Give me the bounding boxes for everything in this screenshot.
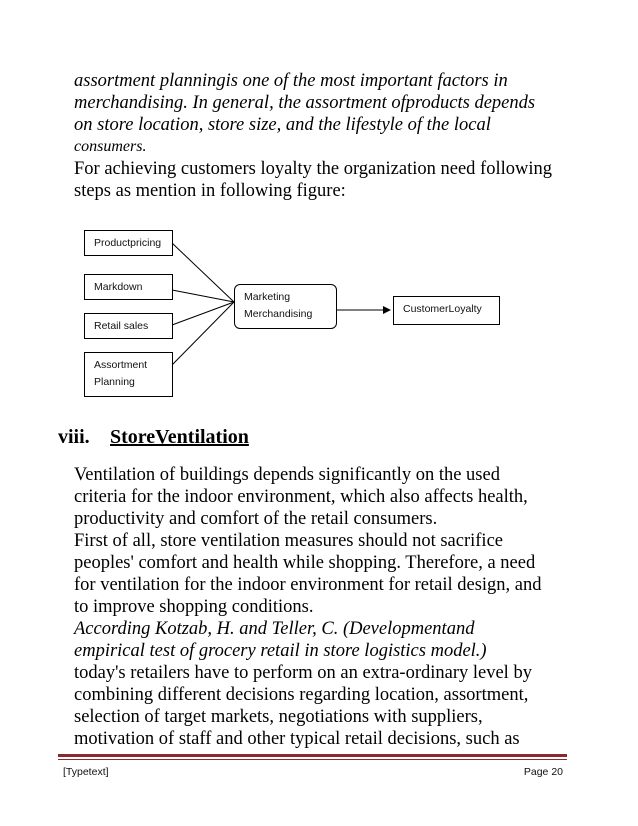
footer-left-text: [Typetext]: [63, 766, 109, 778]
body-line: productivity and comfort of the retail consumers.: [74, 509, 438, 529]
tail-line: motivation of staff and other typical retail decisions, such as: [74, 729, 520, 749]
connector-line: [172, 243, 234, 302]
intro-italic-line: consumers.: [74, 138, 147, 155]
box-marketing-merchandising: Marketing Merchandising: [234, 284, 337, 329]
citation-line: According Kotzab, H. and Teller, C. (Developmentand: [74, 619, 475, 639]
box-product-pricing: Productpricing: [84, 230, 173, 256]
intro-paragraph: [74, 158, 574, 202]
connector-line: [172, 302, 234, 325]
citation-line: empirical test of grocery retail in store logistics model.): [74, 641, 487, 661]
section-body: [74, 464, 574, 750]
footer-page-number: Page 20: [523, 766, 563, 778]
intro-line: steps as mention in following figure:: [74, 181, 346, 201]
section-heading: [58, 426, 249, 449]
body-line: First of all, store ventilation measures should not sacrifice: [74, 531, 503, 551]
footer-rule-thin: [58, 759, 567, 760]
intro-italic-line: assortment planningis one of the most important factors in: [74, 71, 508, 91]
box-retail-sales: Retail sales: [84, 313, 173, 339]
tail-line: selection of target markets, negotiations with suppliers,: [74, 707, 483, 727]
body-line: Ventilation of buildings depends significantly on the used: [74, 465, 500, 485]
box-assortment-planning: Assortment Planning: [84, 352, 173, 397]
section-title: StoreVentilation: [110, 426, 249, 448]
intro-line: For achieving customers loyalty the organization need following: [74, 159, 552, 179]
box-customer-loyalty: CustomerLoyalty: [393, 296, 500, 325]
body-line: peoples' comfort and health while shopping. Therefore, a need: [74, 553, 536, 573]
tail-line: today's retailers have to perform on an extra-ordinary level by: [74, 663, 532, 683]
footer-rule: [58, 754, 567, 757]
intro-italic-line: on store location, store size, and the lifestyle of the local: [74, 115, 491, 135]
tail-line: combining different decisions regarding location, assortment,: [74, 685, 529, 705]
section-number: viii.: [58, 426, 90, 448]
connector-line: [172, 290, 234, 302]
body-line: for ventilation for the indoor environment for retail design, and: [74, 575, 542, 595]
body-line: criteria for the indoor environment, which also affects health,: [74, 487, 528, 507]
box-markdown: Markdown: [84, 274, 173, 300]
intro-italic-paragraph: [74, 70, 574, 158]
intro-italic-line: merchandising. In general, the assortment ofproducts depends: [74, 93, 536, 113]
connector-line: [172, 302, 234, 365]
body-line: to improve shopping conditions.: [74, 597, 314, 617]
